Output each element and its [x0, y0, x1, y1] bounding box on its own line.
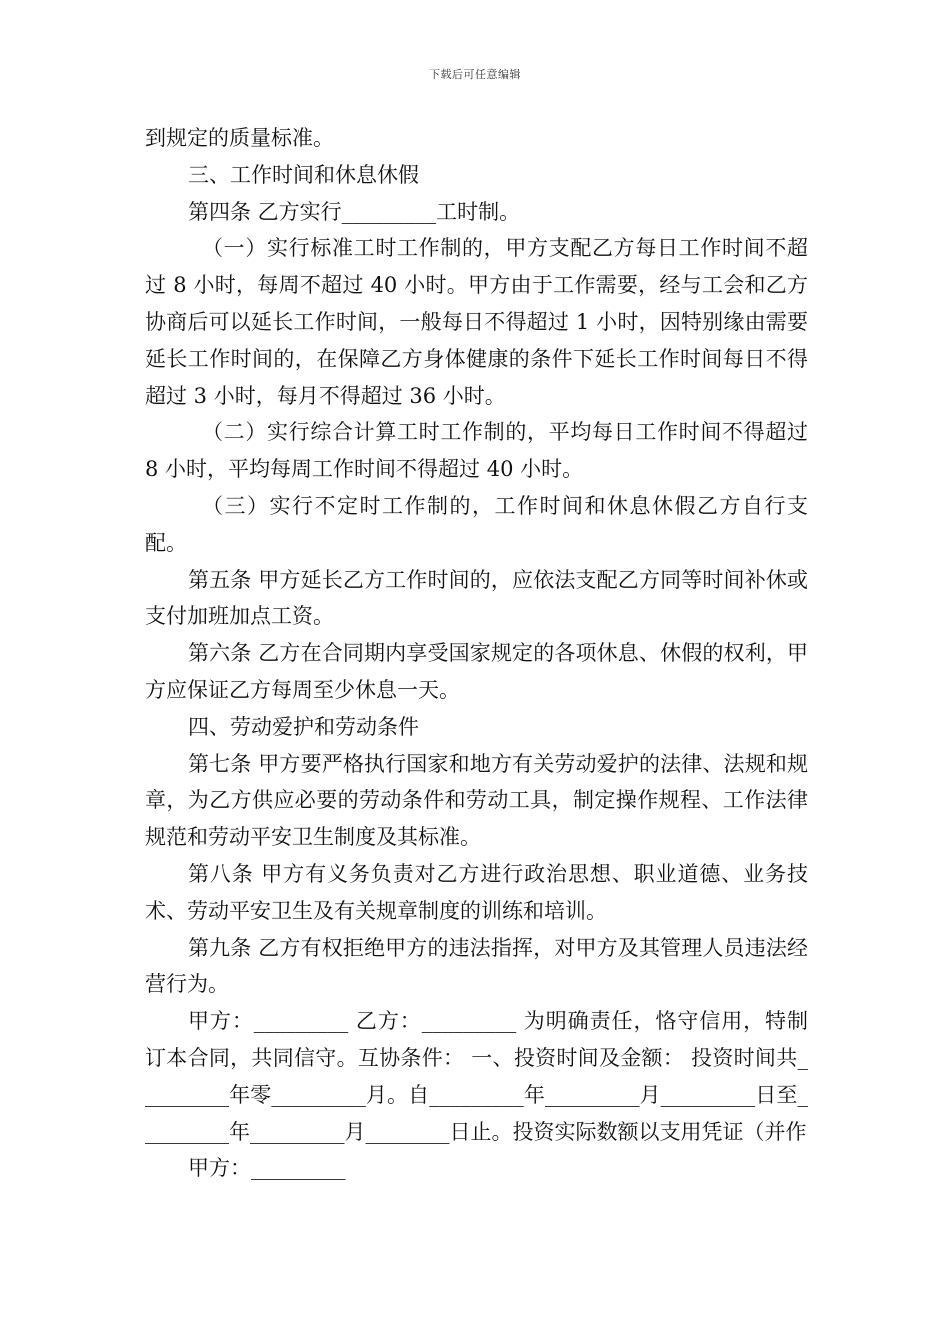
clause-comprehensive-hours: （二）实行综合计算工时工作制的，平均每日工作时间不得超过 8 小时，平均每周工作时间不得超过 40 小时。: [145, 420, 808, 482]
article-4: 第四条 乙方实行_________工时制。: [188, 199, 521, 224]
section-heading-labor-protection: 四、劳动爱护和劳动条件: [188, 714, 419, 739]
investment-terms: 甲方：_________ 乙方：_________ 为明确责任，恪守信用，特制订本合同，共同信守。互协条件： 一、投资时间及金额： 投资时间共_________年零_________月。自_________年_________月_________日至_________年_________月________日止。投资实际数额以支用凭证（并作: [145, 1009, 808, 1144]
article-6: 第六条 乙方在合同期内享受国家规定的各项休息、休假的权利，甲方应保证乙方每周至少休息一天。: [145, 641, 808, 702]
article-7: 第七条 甲方要严格执行国家和地方有关劳动爱护的法律、法规和规章，为乙方供应必要的劳动条件和劳动工具，制定操作规程、工作法律规范和劳动平安卫生制度及其标准。: [145, 751, 808, 850]
paragraph-quality-standard: 到规定的质量标准。: [145, 126, 334, 150]
document-body: [145, 120, 808, 1187]
party-a-signature-line: 甲方：_________: [188, 1156, 346, 1181]
section-heading-work-time: 三、工作时间和休息休假: [188, 162, 419, 187]
page-header: 下载后可任意编辑: [429, 68, 521, 81]
article-5: 第五条 甲方延长乙方工作时间的，应依法支配乙方同等时间补休或支付加班加点工资。: [145, 567, 808, 629]
article-9: 第九条 乙方有权拒绝甲方的违法指挥，对甲方及其管理人员违法经营行为。: [145, 935, 808, 997]
clause-standard-hours: （一）实行标准工时工作制的，甲方支配乙方每日工作时间不超过 8 小时，每周不超过 40 小时。甲方由于工作需要，经与工会和乙方协商后可以延长工作时间，一般每日不得超过 1 小时，因特别缘由需要延长工作时间的，在保障乙方身体健康的条件下延长工作时间每日不得超过 3 小时，每月不得超过 36 小时。: [145, 236, 808, 408]
article-8: 第八条 甲方有义务负责对乙方进行政治思想、职业道德、业务技术、劳动平安卫生及有关规章制度的训练和培训。: [145, 861, 808, 923]
clause-flexible-hours: （三）实行不定时工作制的，工作时间和休息休假乙方自行支配。: [145, 493, 808, 555]
